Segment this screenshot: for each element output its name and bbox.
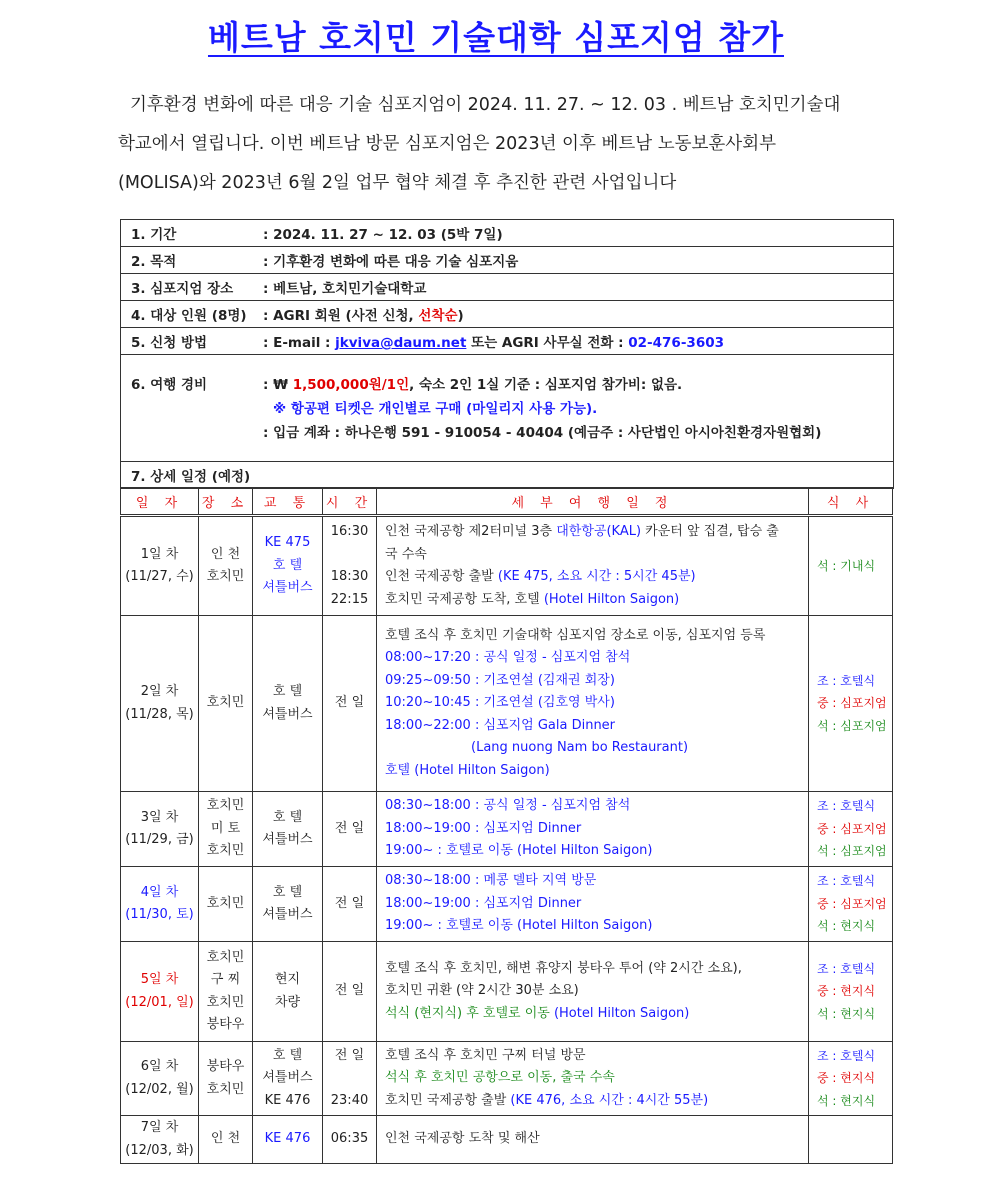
cost-label: 6. 여행 경비 [131,377,208,393]
info-row-period [121,220,893,247]
page-title: 베트남 호치민 기술대학 심포지엄 참가 [207,18,784,57]
place-cell: 인 천 [199,1116,253,1164]
intro-line-3: (MOLISA)와 2023년 6월 2일 업무 협약 체결 후 추진한 관련 사업입니다 [118,173,677,193]
day-cell: 7일 차 (12/03, 화) [121,1116,199,1164]
schedule-header [121,488,893,516]
details-cell: 08:30~18:00 : 메콩 델타 지역 방문 18:00~19:00 : 심포지엄 Dinner 19:00~ : 호텔로 이동 (Hotel Hilton Saigon) [377,867,809,942]
meal-cell: 조 : 호텔식 중 : 심포지엄 석 : 심포지엄 [809,792,893,867]
venue-value: : 베트남, 호치민기술대학교 [263,281,427,297]
info-row-cost [121,355,893,462]
details-cell: 08:30~18:00 : 공식 일정 - 심포지엄 참석 18:00~19:00 : 심포지엄 Dinner 19:00~ : 호텔로 이동 (Hotel Hilton Saigon) [377,792,809,867]
time-cell: 전 일 23:40 [323,1042,377,1116]
table-row [121,516,893,616]
header-date: 일 자 [121,488,199,516]
meal-cell: 조 : 호텔식 중 : 현지식 석 : 현지식 [809,942,893,1042]
info-row-purpose [121,247,893,274]
table-row [121,942,893,1042]
transport-cell: 현지 차량 [253,942,323,1042]
time-cell: 전 일 [323,616,377,792]
header-time: 시 간 [323,488,377,516]
meal-cell: 석 : 기내식 [809,516,893,616]
info-row-venue [121,274,893,301]
day-cell: 3일 차 (11/29, 금) [121,792,199,867]
info-row-schedule [121,462,893,488]
header-place: 장 소 [199,488,253,516]
table-row [121,792,893,867]
info-row-target [121,301,893,328]
purpose-label: 2. 목적 [131,254,177,270]
header-meal: 식 사 [809,488,893,516]
details-cell: 호텔 조식 후 호치민 기술대학 심포지엄 장소로 이동, 심포지엄 등록 08:00~17:20 : 공식 일정 - 심포지엄 참석 09:25~09:50 : 기조연설 (김재권 회장) 10:20~10:45 : 기조연설 (김호영 박사) 18:00~22:00 : 심포지엄 Gala Dinner (Lang nuong Nam bo Restaurant) 호텔 (Hotel Hilton Saigon) [377,616,809,792]
schedule-table [120,487,893,1164]
time-cell: 전 일 [323,792,377,867]
apply-label: 5. 신청 방법 [131,335,208,351]
apply-value: : E-mail : jkviva@daum.net 또는 AGRI 사무실 전화 : 02-476-3603 [263,335,724,351]
phone-number: 02-476-3603 [628,335,724,351]
target-value: : AGRI 회원 (사전 신청, 선착순) [263,308,464,324]
meal-cell: 조 : 호텔식 중 : 심포지엄 석 : 심포지엄 [809,616,893,792]
period-label: 1. 기간 [131,227,177,243]
time-cell: 16:30 18:30 22:15 [323,516,377,616]
place-cell: 붕타우 호치민 [199,1042,253,1116]
place-cell: 호치민 미 토 호치민 [199,792,253,867]
target-label: 4. 대상 인원 (8명) [131,308,247,324]
meal-cell [809,1116,893,1164]
transport-cell: 호 텔 셔틀버스 [253,792,323,867]
place-cell: 인 천 호치민 [199,516,253,616]
intro-line-1: 기후환경 변화에 따른 대응 기술 심포지엄이 2024. 11. 27. ~ 12. 03 . 베트남 호치민기술대 [130,95,841,115]
time-cell: 전 일 [323,867,377,942]
day-cell: 6일 차 (12/02, 월) [121,1042,199,1116]
table-row [121,616,893,792]
header-details: 세 부 여 행 일 정 [377,488,809,516]
time-cell: 전 일 [323,942,377,1042]
purpose-value: : 기후환경 변화에 따른 대응 기술 심포지움 [263,254,519,270]
email-link[interactable]: jkviva@daum.net [335,335,467,351]
venue-label: 3. 심포지엄 장소 [131,281,234,297]
meal-cell: 조 : 호텔식 중 : 현지식 석 : 현지식 [809,1042,893,1116]
place-cell: 호치민 [199,867,253,942]
info-row-apply [121,328,893,355]
schedule-label: 7. 상세 일정 (예정) [131,469,251,485]
cost-value: : ₩ 1,500,000원/1인, 숙소 2인 1실 기준 : 심포지엄 참가비: 없음. ※ 항공편 티켓은 개인별로 구매 (마일리지 사용 가능). : 입금 계좌 : 하나은행 591 - 910054 - 40404 (예금주 : 사단법인 아시아친환경자원협회) [263,373,893,445]
day-cell: 5일 차 (12/01, 일) [121,942,199,1042]
day-cell: 4일 차 (11/30, 토) [121,867,199,942]
details-cell: 호텔 조식 후 호치민 구찌 터널 방문 석식 후 호치민 공항으로 이동, 출국 수속 호치민 국제공항 출발 (KE 476, 소요 시간 : 4시간 55분) [377,1042,809,1116]
details-cell: 인천 국제공항 도착 및 해산 [377,1116,809,1164]
details-cell: 호텔 조식 후 호치민, 해변 휴양지 붕타우 투어 (약 2시간 소요), 호치민 귀환 (약 2시간 30분 소요) 석식 (현지식) 후 호텔로 이동 (Hotel Hilton Saigon) [377,942,809,1042]
header-transport: 교 통 [253,488,323,516]
transport-cell: KE 475 호 텔 셔틀버스 [253,516,323,616]
info-box [120,219,894,489]
place-cell: 호치민 [199,616,253,792]
day-cell: 2일 차 (11/28, 목) [121,616,199,792]
transport-cell: 호 텔 셔틀버스 KE 476 [253,1042,323,1116]
transport-cell: KE 476 [253,1116,323,1164]
meal-cell: 조 : 호텔식 중 : 심포지엄 석 : 현지식 [809,867,893,942]
intro-line-2: 학교에서 열립니다. 이번 베트남 방문 심포지엄은 2023년 이후 베트남 노동보훈사회부 [118,134,777,154]
day-cell: 1일 차 (11/27, 수) [121,516,199,616]
details-cell: 인천 국제공항 제2터미널 3층 대한항공(KAL) 카운터 앞 집결, 탑승 출 국 수속 인천 국제공항 출발 (KE 475, 소요 시간 : 5시간 45분) 호치민 국제공항 도착, 호텔 (Hotel Hilton Saigon) [377,516,809,616]
transport-cell: 호 텔 셔틀버스 [253,616,323,792]
time-cell: 06:35 [323,1116,377,1164]
cost-amount: 1,500,000원/1인 [292,377,410,393]
period-value: : 2024. 11. 27 ~ 12. 03 (5박 7일) [263,227,503,243]
ticket-note: ※ 항공편 티켓은 개인별로 구매 (마일리지 사용 가능). [273,401,598,417]
table-row [121,867,893,942]
transport-cell: 호 텔 셔틀버스 [253,867,323,942]
intro-paragraph [118,86,908,203]
bank-account: : 입금 계좌 : 하나은행 591 - 910054 - 40404 (예금주 : 사단법인 아시아친환경자원협회) [263,425,822,441]
table-row [121,1042,893,1116]
place-cell: 호치민 구 찌 호치민 붕타우 [199,942,253,1042]
table-row [121,1116,893,1164]
